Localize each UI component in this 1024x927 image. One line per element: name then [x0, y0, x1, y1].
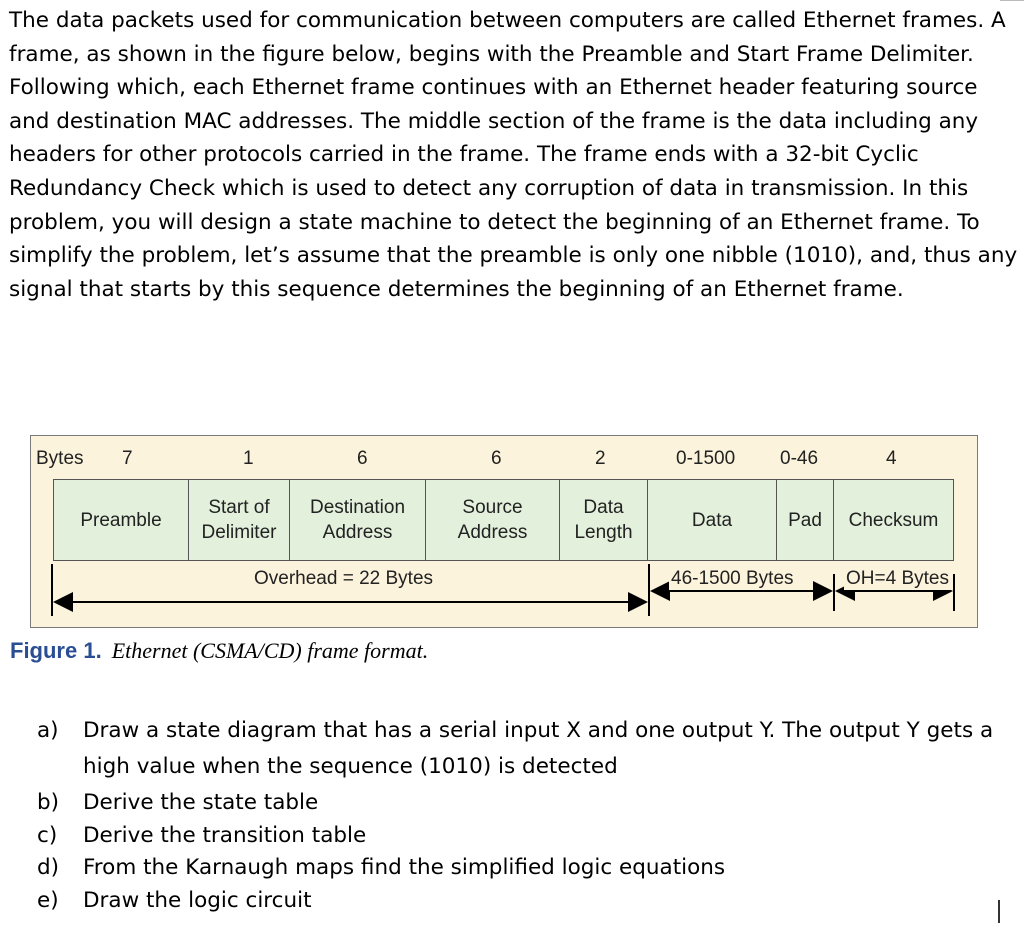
- field-data-label: Data: [691, 509, 733, 531]
- overhead-label: Overhead = 22 Bytes: [254, 568, 434, 589]
- question-text: Draw a state diagram that has a serial input X and one output Y. The output Y gets a high value when the sequence (1010) is detected: [83, 718, 994, 779]
- ethernet-frame-figure: [30, 435, 978, 628]
- bytes-label: Bytes: [36, 448, 84, 469]
- src-addr-bytes: 6: [491, 448, 502, 469]
- field-source-address: [425, 479, 560, 561]
- field-destination-address: [289, 479, 426, 561]
- field-preamble: [53, 479, 189, 561]
- question-list: [37, 713, 1012, 917]
- pad-bytes: 0-46: [780, 448, 819, 469]
- question-letter: e): [37, 887, 59, 913]
- field-pad: [776, 479, 834, 561]
- question-item: [37, 820, 1012, 853]
- figure-caption: [10, 638, 428, 664]
- data-span-label: 46-1500 Bytes: [671, 568, 794, 589]
- field-src-line1: Source: [462, 497, 523, 518]
- checksum-bytes: 4: [886, 448, 897, 469]
- figure-title: Ethernet (CSMA/CD) frame format.: [111, 638, 429, 663]
- length-bytes: 2: [595, 448, 606, 469]
- field-sfd-line2: Delimiter: [201, 522, 277, 543]
- field-data-length: [559, 479, 648, 561]
- figure-number: Figure 1.: [10, 638, 102, 663]
- field-dest-line1: Destination: [309, 497, 406, 518]
- question-letter: d): [37, 855, 60, 880]
- top-right-rule: [1000, 0, 1024, 1]
- dest-addr-bytes: 6: [357, 448, 368, 469]
- field-length-line2: Length: [574, 522, 633, 543]
- field-src-line2: Address: [457, 522, 528, 543]
- question-letter: c): [37, 822, 58, 848]
- field-checksum: [833, 479, 954, 561]
- text-cursor: [998, 900, 1000, 923]
- question-item: [37, 787, 1012, 820]
- oh-span-label: OH=4 Bytes: [846, 568, 949, 589]
- question-item: [37, 885, 1012, 918]
- question-letter: a): [37, 718, 59, 743]
- question-text: Draw the logic circuit: [83, 887, 312, 913]
- field-start-delimiter: [188, 479, 290, 561]
- field-sfd-line1: Start of: [208, 497, 270, 518]
- field-dest-line2: Address: [322, 522, 393, 543]
- question-text: From the Karnaugh maps find the simplified logic equations: [83, 855, 726, 880]
- preamble-bytes: 7: [122, 448, 133, 469]
- question-text: Derive the state table: [83, 790, 319, 815]
- data-bytes: 0-1500: [676, 448, 736, 469]
- field-length-line1: Data: [583, 497, 624, 518]
- question-letter: b): [37, 790, 60, 815]
- question-item: [37, 713, 1012, 785]
- problem-intro-paragraph: The data packets used for communication between computers are called Ethernet frames. A frame, as shown in the figure below, begins with the Preamble and Start Frame Delimiter. Following which, each Ethernet frame continues with an Ethernet header featuring source and destination MAC addresses. The middle section of the frame is the data including any headers for other protocols carried in the frame. The frame ends with a 32-bit Cyclic Redundancy Check which is used to detect any corruption of data in transmission. In this problem, you will design a state machine to detect the beginning of an Ethernet frame. To simplify the problem, let’s assume that the preamble is only one nibble (1010), and, thus any signal that starts by this sequence determines the beginning of an Ethernet frame.: [9, 8, 1018, 302]
- field-preamble-label: Preamble: [80, 509, 162, 531]
- field-checksum-label: Checksum: [848, 509, 939, 531]
- question-text: Derive the transition table: [83, 822, 367, 848]
- field-data: [647, 479, 777, 561]
- field-pad-label: Pad: [788, 509, 822, 531]
- question-item: [37, 852, 1012, 885]
- sfd-bytes: 1: [243, 448, 254, 469]
